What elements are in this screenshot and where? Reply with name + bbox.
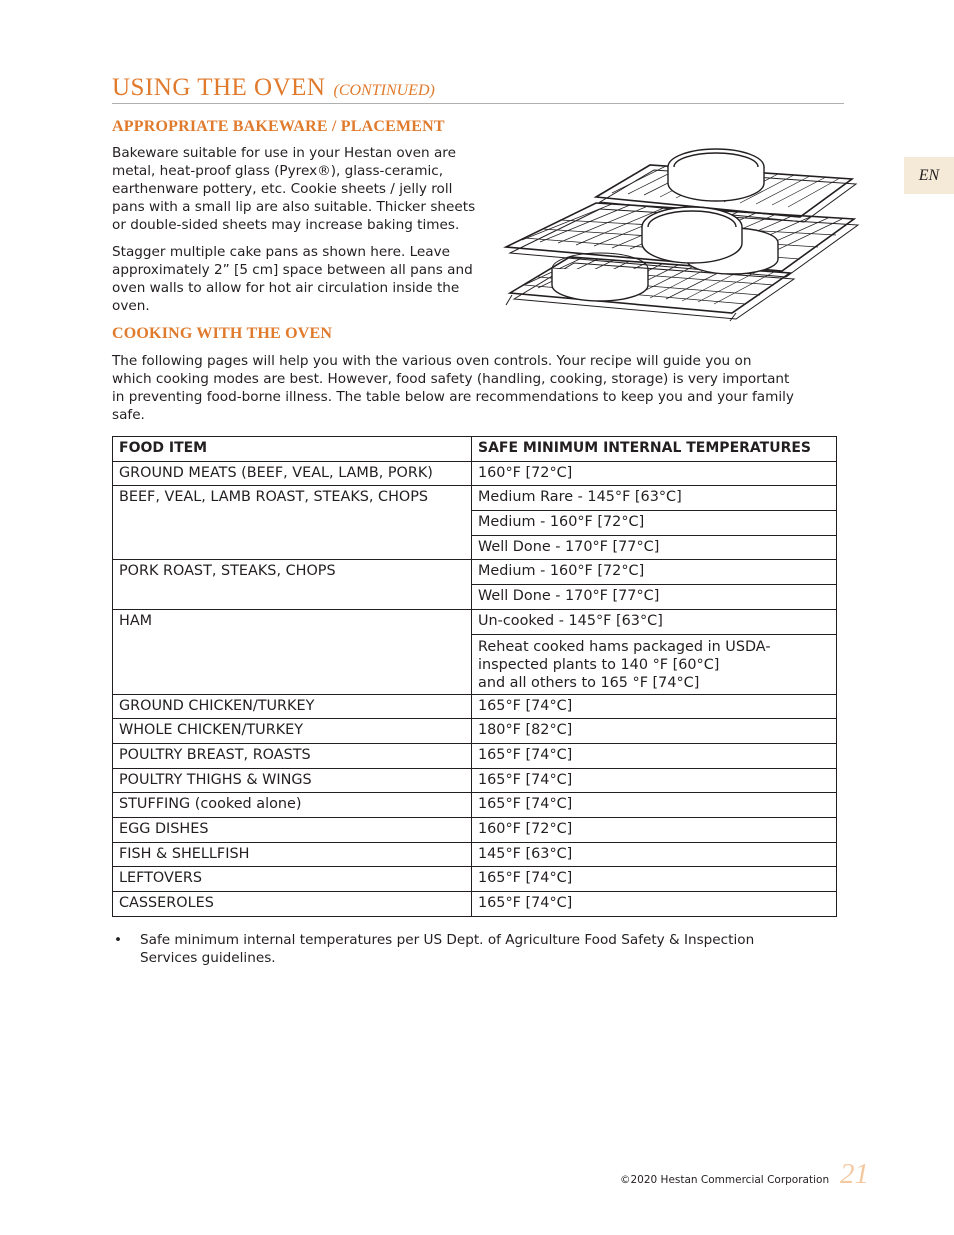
copyright-footer: ©2020 Hestan Commercial Corporation	[620, 1174, 830, 1186]
text-line: Stagger multiple cake pans as shown here. Leave	[112, 244, 451, 260]
text-line: pans with a small lip are also suitable. Thicker sheets	[112, 199, 476, 215]
temperature-cell: Medium - 160°F [72°C]	[472, 511, 837, 536]
food-item-cell: WHOLE CHICKEN/TURKEY	[113, 719, 472, 744]
temperature-cell: Well Done - 170°F [77°C]	[472, 535, 837, 560]
temperature-cell: 180°F [82°C]	[472, 719, 837, 744]
temperature-cell: 165°F [74°C]	[472, 867, 837, 892]
temperature-cell: 165°F [74°C]	[472, 793, 837, 818]
ham-reheat-note-cell	[472, 634, 837, 694]
text-line: inspected plants to 140 °F [60°C]	[478, 656, 720, 673]
oven-racks-with-cake-pans-illustration	[500, 145, 860, 325]
table-header-row	[113, 437, 837, 462]
food-item-cell: PORK ROAST, STEAKS, CHOPS	[113, 560, 472, 609]
temperature-cell: 165°F [74°C]	[472, 768, 837, 793]
text-line: Bakeware suitable for use in your Hestan oven are	[112, 145, 456, 161]
table-row	[113, 486, 837, 511]
temperature-cell: Medium - 160°F [72°C]	[472, 560, 837, 585]
cooking-paragraph	[112, 352, 842, 424]
temperature-cell: 165°F [74°C]	[472, 743, 837, 768]
temperature-cell: 160°F [72°C]	[472, 461, 837, 486]
page-title-continued: (CONTINUED)	[333, 82, 435, 99]
bakeware-section-title: APPROPRIATE BAKEWARE / PLACEMENT	[112, 118, 445, 135]
table-row	[113, 719, 837, 744]
text-line: Safe minimum internal temperatures per US Dept. of Agriculture Food Safety & Inspection	[140, 932, 755, 948]
food-item-cell: BEEF, VEAL, LAMB ROAST, STEAKS, CHOPS	[113, 486, 472, 560]
table-row	[113, 743, 837, 768]
temperature-cell: Well Done - 170°F [77°C]	[472, 585, 837, 610]
footnote-text	[140, 931, 754, 967]
table-row	[113, 694, 837, 719]
text-line: and all others to 165 °F [74°C]	[478, 674, 700, 691]
table-row	[113, 609, 837, 634]
header-safe-temperatures: SAFE MINIMUM INTERNAL TEMPERATURES	[472, 437, 837, 462]
cooking-section-title: COOKING WITH THE OVEN	[112, 325, 333, 342]
food-item-cell: HAM	[113, 609, 472, 694]
table-row	[113, 560, 837, 585]
text-line: earthenware pottery, etc. Cookie sheets / jelly roll	[112, 181, 453, 197]
temperature-cell: 165°F [74°C]	[472, 892, 837, 917]
page-number: 21	[840, 1158, 869, 1190]
food-item-cell: EGG DISHES	[113, 817, 472, 842]
food-item-cell: CASSEROLES	[113, 892, 472, 917]
text-line: in preventing food-borne illness. The table below are recommendations to keep you and your family	[112, 389, 794, 405]
text-line: oven.	[112, 298, 150, 314]
bakeware-paragraph-1	[112, 144, 502, 234]
food-item-cell: GROUND CHICKEN/TURKEY	[113, 694, 472, 719]
table-row	[113, 842, 837, 867]
food-item-cell: LEFTOVERS	[113, 867, 472, 892]
usda-footnote	[112, 931, 812, 967]
food-item-cell: STUFFING (cooked alone)	[113, 793, 472, 818]
bullet-icon: •	[114, 932, 123, 948]
text-line: approximately 2” [5 cm] space between all pans and	[112, 262, 473, 278]
table-row	[113, 768, 837, 793]
language-tab[interactable]: EN	[904, 157, 954, 194]
table-row	[113, 461, 837, 486]
food-item-cell: FISH & SHELLFISH	[113, 842, 472, 867]
food-item-cell: POULTRY THIGHS & WINGS	[113, 768, 472, 793]
text-line: Reheat cooked hams packaged in USDA-	[478, 638, 771, 655]
text-line: Services guidelines.	[140, 950, 276, 966]
text-line: safe.	[112, 407, 145, 423]
text-line: or double-sided sheets may increase baking times.	[112, 217, 460, 233]
temperature-cell: 165°F [74°C]	[472, 694, 837, 719]
temperature-cell: Un-cooked - 145°F [63°C]	[472, 609, 837, 634]
table-row	[113, 867, 837, 892]
text-line: metal, heat-proof glass (Pyrex®), glass-ceramic,	[112, 163, 444, 179]
food-item-cell: GROUND MEATS (BEEF, VEAL, LAMB, PORK)	[113, 461, 472, 486]
page-heading	[112, 74, 844, 104]
table-row	[113, 817, 837, 842]
temperature-cell: Medium Rare - 145°F [63°C]	[472, 486, 837, 511]
table-row	[113, 892, 837, 917]
text-line: oven walls to allow for hot air circulation inside the	[112, 280, 460, 296]
page-title: USING THE OVEN	[112, 74, 326, 101]
text-line: which cooking modes are best. However, food safety (handling, cooking, storage) is very important	[112, 371, 790, 387]
bakeware-paragraph-2	[112, 243, 502, 315]
table-row	[113, 793, 837, 818]
temperature-cell: 160°F [72°C]	[472, 817, 837, 842]
temperature-cell: 145°F [63°C]	[472, 842, 837, 867]
food-temperature-table	[112, 436, 837, 917]
text-line: The following pages will help you with the various oven controls. Your recipe will guide you on	[112, 353, 752, 369]
food-item-cell: POULTRY BREAST, ROASTS	[113, 743, 472, 768]
header-food-item: FOOD ITEM	[113, 437, 472, 462]
